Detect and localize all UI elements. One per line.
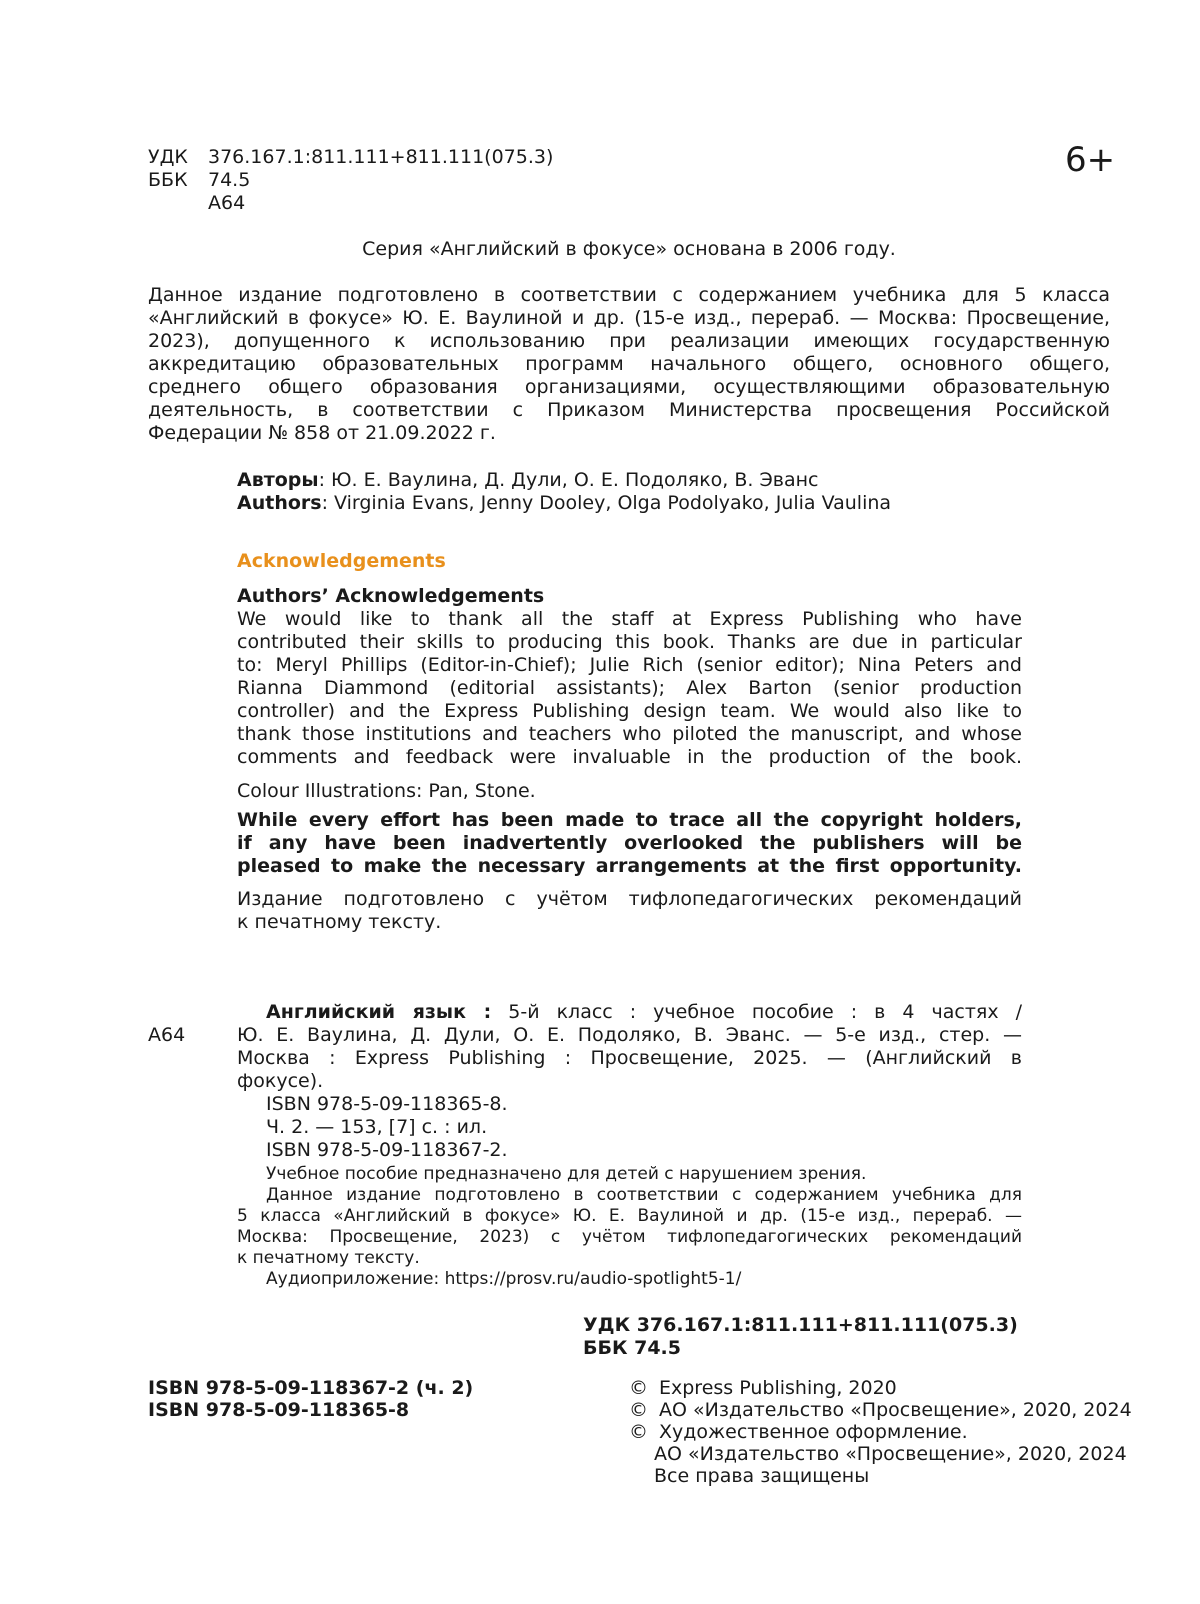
age-rating: 6+ — [1065, 140, 1116, 180]
catalog-title-rest: 5-й класс : учебное пособие : в 4 частях / — [491, 1001, 1022, 1023]
catalog-title: Английский язык : — [266, 1001, 492, 1023]
intro-line: среднего общего образования организациями, осуществляющими образовательную — [148, 376, 1110, 398]
ack-line: contributed their skills to producing this book. Thanks are due in particular — [237, 631, 1022, 653]
catalog-card — [148, 1001, 1022, 1290]
catalog-isbn: ISBN 978-5-09-118365-8. — [266, 1093, 508, 1115]
author-code: А64 — [208, 192, 246, 214]
copyright-notice-line: While every effort has been made to trace all the copyright holders, — [237, 809, 1022, 831]
catalog-line: фокусе). — [237, 1070, 324, 1092]
authors-ru-label: Авторы — [237, 469, 319, 491]
isbn-set: ISBN 978-5-09-118365-8 — [148, 1399, 410, 1421]
authors-en-names: : Virginia Evans, Jenny Dooley, Olga Podolyako, Julia Vaulina — [321, 492, 892, 514]
rights-reserved: Все права защищены — [654, 1465, 870, 1487]
intro-line: Данное издание подготовлено в соответствии с содержанием учебника для 5 класса — [148, 284, 1110, 306]
catalog-audio-link: Аудиоприложение: https://prosv.ru/audio-spotlight5-1/ — [266, 1269, 742, 1289]
acknowledgements-section — [237, 550, 1022, 934]
tiflo-note — [237, 888, 1022, 934]
catalog-purpose: Учебное пособие предназначено для детей с нарушением зрения. — [266, 1164, 867, 1184]
series-line: Серия «Английский в фокусе» основана в 2006 году. — [362, 238, 896, 260]
catalog-description — [148, 1164, 1022, 1290]
catalog-desc-line: к печатному тексту. — [237, 1248, 420, 1268]
copyright-line: Художественное оформление. — [659, 1421, 968, 1443]
intro-line: Федерации № 858 от 21.09.2022 г. — [148, 422, 496, 444]
ack-line: We would like to thank all the staff at Express Publishing who have — [237, 608, 1022, 630]
acknowledgements-heading: Acknowledgements — [237, 550, 446, 572]
copyright-notice-line: pleased to make the necessary arrangements at the first opportunity. — [237, 855, 1022, 877]
classification-codes — [148, 146, 553, 215]
bottom-bbk: ББК 74.5 — [583, 1337, 681, 1359]
copyright-symbol: © — [629, 1399, 648, 1421]
isbn-part: ISBN 978-5-09-118367-2 (ч. 2) — [148, 1377, 474, 1399]
authors-block — [237, 469, 891, 515]
copyright-line: АО «Издательство «Просвещение», 2020, 2024 — [654, 1443, 1127, 1465]
ack-line: to: Meryl Phillips (Editor-in-Chief); Julie Rich (senior editor); Nina Peters and — [237, 654, 1022, 676]
udk-value: 376.167.1:811.111+811.111(075.3) — [208, 146, 554, 168]
catalog-line: Москва : Express Publishing : Просвещение, 2025. — (Английский в — [237, 1047, 1022, 1069]
authors-ru-names: : Ю. Е. Ваулина, Д. Дули, О. Е. Подоляко, В. Эванс — [318, 469, 819, 491]
isbn-block — [148, 1377, 473, 1421]
bbk-label: ББК — [148, 169, 188, 191]
intro-paragraph — [148, 284, 1110, 445]
copyright-symbol: © — [629, 1377, 648, 1399]
udk-label: УДК — [148, 146, 188, 168]
copyright-block — [629, 1377, 1132, 1487]
bottom-udk: УДК 376.167.1:811.111+811.111(075.3) — [583, 1314, 1018, 1336]
catalog-desc-line: 5 класса «Английский в фокусе» Ю. Е. Ваулиной и др. (15-е изд., перераб. — — [237, 1206, 1022, 1226]
catalog-line: Ю. Е. Ваулина, Д. Дули, О. Е. Подоляко, В. Эванс. — 5-е изд., стер. — — [237, 1024, 1022, 1046]
copyright-notice-line: if any have been inadvertently overlooked the publishers will be — [237, 832, 1022, 854]
intro-line: деятельность, в соответствии с Приказом Министерства просвещения Российской — [148, 399, 1110, 421]
catalog-desc-line: Москва: Просвещение, 2023) с учётом тифлопедагогических рекомендаций — [237, 1227, 1022, 1247]
bottom-classification — [583, 1314, 1018, 1360]
illustrations-credit: Colour Illustrations: Pan, Stone. — [237, 780, 536, 802]
ack-line: thank those institutions and teachers who piloted the manuscript, and whose — [237, 723, 1022, 745]
tiflo-line: к печатному тексту. — [237, 911, 442, 933]
tiflo-line: Издание подготовлено с учётом тифлопедагогических рекомендаций — [237, 888, 1022, 910]
ack-line: Rianna Diammond (editorial assistants); Alex Barton (senior production — [237, 677, 1022, 699]
catalog-desc-line: Данное издание подготовлено в соответствии с содержанием учебника для — [266, 1185, 1022, 1205]
copyright-line: АО «Издательство «Просвещение», 2020, 2024 — [659, 1399, 1132, 1421]
copyright-notice — [237, 809, 1022, 878]
acknowledgements-subheading: Authors’ Acknowledgements — [237, 585, 545, 607]
intro-line: «Английский в фокусе» Ю. Е. Ваулиной и др. (15-е изд., перераб. — Москва: Просвещение, — [148, 307, 1110, 329]
intro-line: 2023), допущенного к использованию при реализации имеющих государственную — [148, 330, 1110, 352]
catalog-title-line — [266, 1001, 1022, 1024]
ack-line: comments and feedback were invaluable in the production of the book. — [237, 746, 1022, 768]
catalog-part: Ч. 2. — 153, [7] с. : ил. — [266, 1116, 488, 1138]
copyright-line: Express Publishing, 2020 — [659, 1377, 897, 1399]
ack-line: controller) and the Express Publishing design team. We would also like to — [237, 700, 1022, 722]
catalog-isbn: ISBN 978-5-09-118367-2. — [266, 1139, 508, 1161]
catalog-code: А64 — [148, 1024, 186, 1046]
bbk-value: 74.5 — [208, 169, 251, 191]
intro-line: аккредитацию образовательных программ начального общего, основного общего, — [148, 353, 1110, 375]
authors-en-label: Authors — [237, 492, 322, 514]
copyright-symbol: © — [629, 1421, 648, 1443]
